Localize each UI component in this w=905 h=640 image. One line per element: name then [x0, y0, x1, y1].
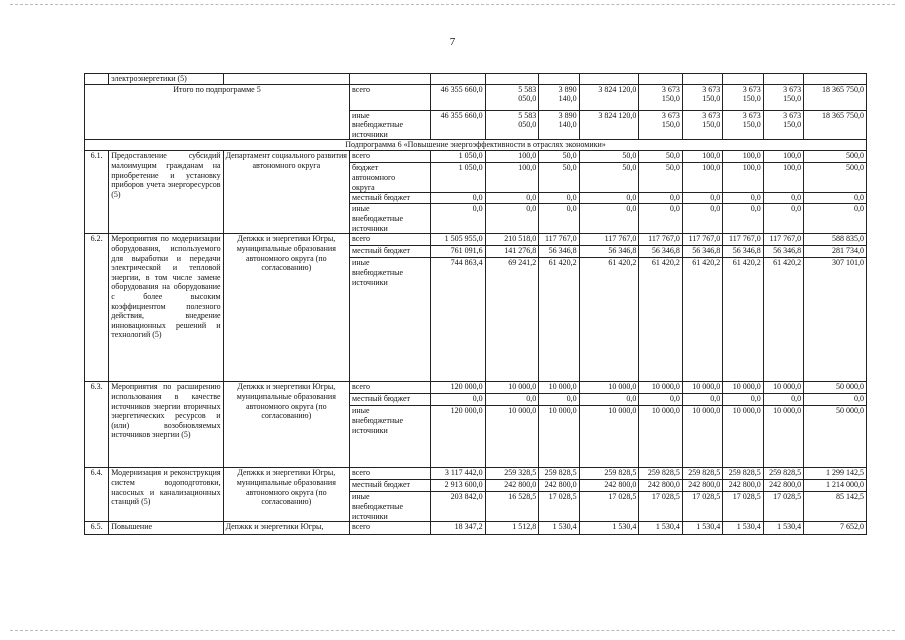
value-cell: 100,0 — [763, 151, 803, 163]
funding-source: всего — [350, 151, 431, 163]
scan-edge-bottom — [10, 630, 895, 632]
item-name: Предоставление субсидий малоимущим гражданам на приобретение и установку приборов учета энергоресурсов (5) — [109, 151, 223, 234]
value-cell: 210 518,0 — [485, 234, 539, 246]
value-cell: 259 828,5 — [682, 468, 722, 480]
value-cell: 17 028,5 — [763, 492, 803, 522]
value-cell: 56 346,8 — [579, 246, 639, 258]
value-cell: 100,0 — [682, 151, 722, 163]
value-cell: 18 365 750,0 — [804, 84, 867, 110]
value-cell: 0,0 — [682, 204, 722, 234]
funding-source: местный бюджет — [350, 394, 431, 406]
value-cell: 10 000,0 — [763, 406, 803, 468]
value-cell: 259 828,5 — [763, 468, 803, 480]
section-title: Подпрограмма 6 «Повышение энергоэффективности в отраслях экономики» — [85, 140, 867, 151]
value-cell: 10 000,0 — [639, 382, 683, 394]
value-cell: 18 347,2 — [430, 522, 485, 535]
value-cell: 2 913 600,0 — [430, 480, 485, 492]
funding-source: иные внебюджетные источники — [350, 406, 431, 468]
value-cell: 10 000,0 — [682, 382, 722, 394]
value-cell: 0,0 — [485, 193, 539, 204]
value-cell: 61 420,2 — [639, 258, 683, 382]
value-cell: 500,0 — [804, 151, 867, 163]
value-cell: 1 505 955,0 — [430, 234, 485, 246]
value-cell: 1 050,0 — [430, 151, 485, 163]
value-cell: 242 800,0 — [639, 480, 683, 492]
funding-source: всего — [350, 84, 431, 110]
item-number: 6.2. — [85, 234, 109, 382]
value-cell: 1 530,4 — [639, 522, 683, 535]
value-cell: 259 828,5 — [539, 468, 579, 480]
value-cell: 0,0 — [763, 394, 803, 406]
value-cell: 69 241,2 — [485, 258, 539, 382]
value-cell: 0,0 — [723, 193, 763, 204]
value-cell: 744 863,4 — [430, 258, 485, 382]
scan-edge-top — [10, 4, 895, 6]
value-cell: 3 890 140,0 — [539, 84, 579, 110]
value-cell: 0,0 — [804, 193, 867, 204]
value-cell: 5 583 050,0 — [485, 84, 539, 110]
table-row — [85, 140, 867, 151]
value-cell: 3 673 150,0 — [639, 84, 683, 110]
value-cell: 0,0 — [579, 193, 639, 204]
value-cell: 50,0 — [639, 163, 683, 193]
responsible-org: Департамент социального развития автономного округа — [223, 151, 349, 234]
value-cell: 3 673 150,0 — [682, 110, 722, 140]
value-cell: 1 530,4 — [539, 522, 579, 535]
value-cell: 0,0 — [763, 193, 803, 204]
responsible-org: Депжкк и энергетики Югры, — [223, 522, 349, 535]
value-cell: 761 091,6 — [430, 246, 485, 258]
value-cell: 0,0 — [639, 193, 683, 204]
value-cell: 307 101,0 — [804, 258, 867, 382]
value-cell: 0,0 — [539, 204, 579, 234]
value-cell: 100,0 — [723, 151, 763, 163]
value-cell: 3 673 150,0 — [723, 84, 763, 110]
value-cell: 0,0 — [639, 394, 683, 406]
value-cell: 10 000,0 — [639, 406, 683, 468]
item-number: 6.1. — [85, 151, 109, 234]
value-cell: 50,0 — [639, 151, 683, 163]
value-cell: 0,0 — [804, 394, 867, 406]
funding-source: иные внебюджетные источники — [350, 110, 431, 140]
item-name: Мероприятия по расширению использования в качестве источников энергии вторичных энергетических ресурсов и (или) возобновляемых источников энергии (5) — [109, 382, 223, 468]
value-cell: 10 000,0 — [539, 382, 579, 394]
value-cell: 0,0 — [430, 193, 485, 204]
value-cell: 3 673 150,0 — [639, 110, 683, 140]
value-cell: 242 800,0 — [763, 480, 803, 492]
value-cell: 0,0 — [723, 204, 763, 234]
value-cell: 100,0 — [723, 163, 763, 193]
value-cell: 242 800,0 — [579, 480, 639, 492]
value-cell: 0,0 — [804, 204, 867, 234]
table-row — [85, 84, 867, 110]
value-cell: 1 050,0 — [430, 163, 485, 193]
value-cell: 3 117 442,0 — [430, 468, 485, 480]
table-row — [85, 234, 867, 246]
value-cell: 18 365 750,0 — [804, 110, 867, 140]
value-cell: 0,0 — [430, 204, 485, 234]
value-cell: 588 835,0 — [804, 234, 867, 246]
value-cell: 259 328,5 — [485, 468, 539, 480]
value-cell: 100,0 — [485, 163, 539, 193]
value-cell: 17 028,5 — [579, 492, 639, 522]
value-cell: 50 000,0 — [804, 406, 867, 468]
value-cell: 100,0 — [485, 151, 539, 163]
value-cell: 10 000,0 — [539, 406, 579, 468]
item-name: Повышение — [109, 522, 223, 535]
table-row — [85, 468, 867, 480]
total-label: Итого по подпрограмме 5 — [85, 84, 350, 140]
table-row — [85, 382, 867, 394]
value-cell: 120 000,0 — [430, 382, 485, 394]
item-name: Мероприятия по модернизации оборудования, используемого для выработки и передачи электрической и тепловой энергии, в том числе замене оборудования на оборудование с более высоким коэффициентом полезного действия, внедрение инновационных решений и технологий (5) — [109, 234, 223, 382]
value-cell: 117 767,0 — [579, 234, 639, 246]
value-cell: 0,0 — [579, 204, 639, 234]
value-cell: 242 800,0 — [539, 480, 579, 492]
value-cell: 1 530,4 — [723, 522, 763, 535]
value-cell: 85 142,5 — [804, 492, 867, 522]
value-cell: 0,0 — [682, 394, 722, 406]
value-cell: 500,0 — [804, 163, 867, 193]
value-cell: 242 800,0 — [682, 480, 722, 492]
value-cell: 1 512,8 — [485, 522, 539, 535]
value-cell: 1 214 000,0 — [804, 480, 867, 492]
item-number: 6.4. — [85, 468, 109, 522]
value-cell: 0,0 — [579, 394, 639, 406]
value-cell: 61 420,2 — [763, 258, 803, 382]
value-cell: 61 420,2 — [723, 258, 763, 382]
value-cell: 10 000,0 — [485, 406, 539, 468]
value-cell: 10 000,0 — [723, 382, 763, 394]
funding-source: местный бюджет — [350, 480, 431, 492]
item-name: Модернизация и реконструкция систем водоподготовки, насосных и канализационных станций (5) — [109, 468, 223, 522]
value-cell: 117 767,0 — [639, 234, 683, 246]
value-cell: 50 000,0 — [804, 382, 867, 394]
value-cell: 0,0 — [539, 193, 579, 204]
value-cell: 16 528,5 — [485, 492, 539, 522]
value-cell: 10 000,0 — [763, 382, 803, 394]
responsible-org: Депжкк и энергетики Югры, муниципальные образования автономного округа (по согласованию) — [223, 382, 349, 468]
value-cell: 3 673 150,0 — [763, 110, 803, 140]
value-cell: 17 028,5 — [539, 492, 579, 522]
value-cell: 50,0 — [579, 151, 639, 163]
value-cell: 17 028,5 — [639, 492, 683, 522]
funding-source: всего — [350, 468, 431, 480]
value-cell: 0,0 — [485, 204, 539, 234]
value-cell: 0,0 — [485, 394, 539, 406]
funding-source: всего — [350, 522, 431, 535]
value-cell: 203 842,0 — [430, 492, 485, 522]
funding-source: иные внебюджетные источники — [350, 204, 431, 234]
table-row — [85, 74, 867, 85]
value-cell: 281 734,0 — [804, 246, 867, 258]
value-cell: 56 346,8 — [682, 246, 722, 258]
value-cell: 56 346,8 — [723, 246, 763, 258]
value-cell: 3 673 150,0 — [723, 110, 763, 140]
value-cell: 10 000,0 — [579, 382, 639, 394]
item-number: 6.3. — [85, 382, 109, 468]
value-cell: 0,0 — [682, 193, 722, 204]
value-cell: 141 276,8 — [485, 246, 539, 258]
value-cell: 3 824 120,0 — [579, 110, 639, 140]
funding-source: всего — [350, 234, 431, 246]
funding-source: местный бюджет — [350, 193, 431, 204]
value-cell: 100,0 — [763, 163, 803, 193]
value-cell: 5 583 050,0 — [485, 110, 539, 140]
value-cell: 3 890 140,0 — [539, 110, 579, 140]
value-cell: 0,0 — [763, 204, 803, 234]
value-cell: 46 355 660,0 — [430, 110, 485, 140]
funding-source: иные внебюджетные источники — [350, 258, 431, 382]
value-cell: 1 530,4 — [682, 522, 722, 535]
table-row — [85, 151, 867, 163]
value-cell: 0,0 — [539, 394, 579, 406]
value-cell: 50,0 — [539, 151, 579, 163]
value-cell: 46 355 660,0 — [430, 84, 485, 110]
funding-source: бюджет автономного округа — [350, 163, 431, 193]
value-cell: 1 299 142,5 — [804, 468, 867, 480]
value-cell: 120 000,0 — [430, 406, 485, 468]
value-cell: 3 824 120,0 — [579, 84, 639, 110]
value-cell: 0,0 — [639, 204, 683, 234]
value-cell: 17 028,5 — [682, 492, 722, 522]
value-cell: 0,0 — [723, 394, 763, 406]
value-cell: 10 000,0 — [485, 382, 539, 394]
value-cell: 259 828,5 — [639, 468, 683, 480]
value-cell: 10 000,0 — [579, 406, 639, 468]
value-cell: 259 828,5 — [579, 468, 639, 480]
value-cell: 50,0 — [539, 163, 579, 193]
value-cell: 1 530,4 — [763, 522, 803, 535]
value-cell: 56 346,8 — [639, 246, 683, 258]
responsible-org: Депжкк и энергетики Югры, муниципальные образования автономного округа (по согласованию) — [223, 468, 349, 522]
value-cell: 61 420,2 — [539, 258, 579, 382]
funding-source: иные внебюджетные источники — [350, 492, 431, 522]
value-cell: 7 652,0 — [804, 522, 867, 535]
value-cell: 117 767,0 — [763, 234, 803, 246]
responsible-org: Депжкк и энергетики Югры, муниципальные образования автономного округа (по согласованию) — [223, 234, 349, 382]
value-cell: 17 028,5 — [723, 492, 763, 522]
value-cell: 56 346,8 — [539, 246, 579, 258]
value-cell: 100,0 — [682, 163, 722, 193]
value-cell: 1 530,4 — [579, 522, 639, 535]
value-cell: 61 420,2 — [682, 258, 722, 382]
value-cell: 0,0 — [430, 394, 485, 406]
value-cell: 242 800,0 — [723, 480, 763, 492]
value-cell: 10 000,0 — [682, 406, 722, 468]
value-cell: 3 673 150,0 — [763, 84, 803, 110]
value-cell: 117 767,0 — [539, 234, 579, 246]
row-label: электроэнергетики (5) — [109, 74, 223, 85]
table-row — [85, 522, 867, 535]
value-cell: 117 767,0 — [723, 234, 763, 246]
value-cell: 242 800,0 — [485, 480, 539, 492]
value-cell: 10 000,0 — [723, 406, 763, 468]
funding-source: всего — [350, 382, 431, 394]
budget-table — [84, 73, 867, 535]
page-number: 7 — [449, 36, 456, 48]
value-cell: 3 673 150,0 — [682, 84, 722, 110]
value-cell: 117 767,0 — [682, 234, 722, 246]
funding-source: местный бюджет — [350, 246, 431, 258]
value-cell: 56 346,8 — [763, 246, 803, 258]
value-cell: 61 420,2 — [579, 258, 639, 382]
item-number: 6.5. — [85, 522, 109, 535]
value-cell: 259 828,5 — [723, 468, 763, 480]
value-cell: 50,0 — [579, 163, 639, 193]
